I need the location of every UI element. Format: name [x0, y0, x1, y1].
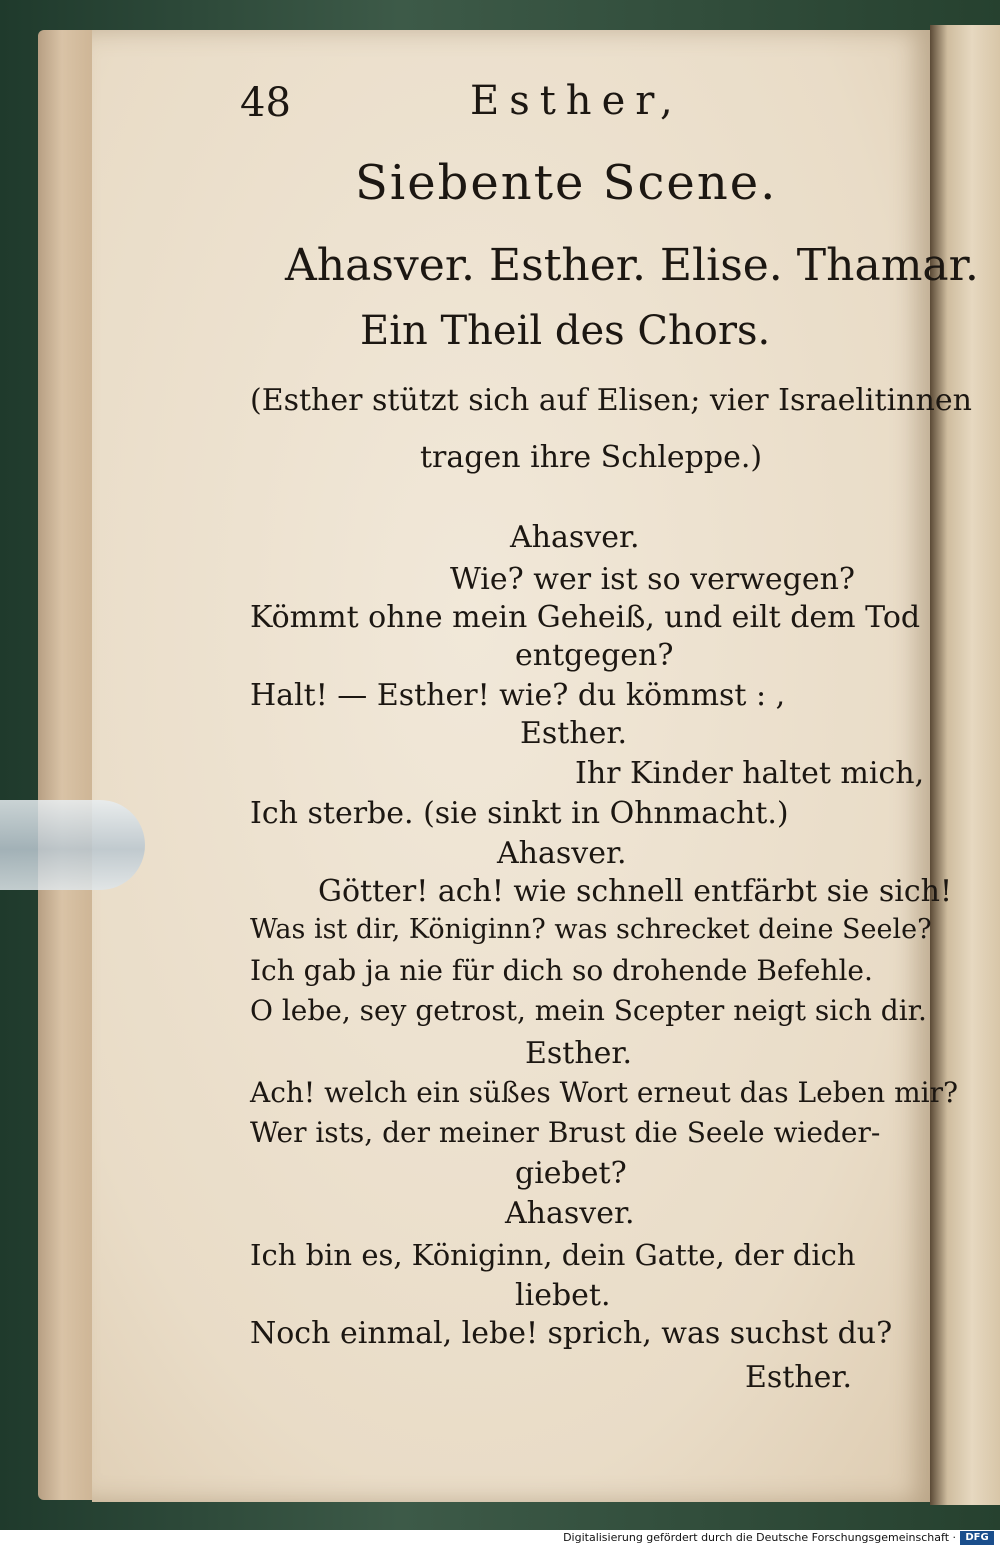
verse-line: Halt! — Esther! wie? du kömmst : ,: [250, 678, 786, 713]
verse-line: Ich sterbe. (sie sinkt in Ohnmacht.): [250, 796, 789, 831]
persons-heading: Ahasver. Esther. Elise. Thamar.: [285, 240, 979, 291]
speaker-esther: Esther.: [525, 1036, 633, 1071]
dfg-logo: DFG: [960, 1531, 994, 1545]
verse-line: O lebe, sey getrost, mein Scepter neigt sich dir.: [250, 994, 927, 1027]
page-edges: [38, 30, 98, 1500]
verse-line-continuation: entgegen?: [515, 638, 674, 673]
scene-title: Siebente Scene.: [355, 155, 778, 211]
verse-line: Wer ists, der meiner Brust die Seele wieder-: [250, 1116, 881, 1149]
verse-line-continuation: giebet?: [515, 1156, 627, 1191]
verse-line: Ich bin es, Königinn, dein Gatte, der dich: [250, 1238, 856, 1272]
verse-line: Götter! ach! wie schnell entfärbt sie sich!: [318, 874, 953, 909]
verse-line: Noch einmal, lebe! sprich, was suchst du?: [250, 1316, 893, 1351]
page-number: 48: [240, 80, 291, 126]
verse-line: Ach! welch ein süßes Wort erneut das Leben mir?: [250, 1076, 958, 1109]
stage-direction-line-2: tragen ihre Schleppe.): [420, 440, 763, 475]
page-clip: [0, 800, 145, 890]
running-head: Esther,: [470, 78, 683, 124]
speaker-esther: Esther.: [520, 716, 628, 751]
funding-credit: Digitalisierung gefördert durch die Deutsche Forschungsgemeinschaft ·: [563, 1531, 956, 1544]
speaker-ahasver: Ahasver.: [510, 520, 640, 555]
verse-line: Wie? wer ist so verwegen?: [450, 562, 855, 597]
verse-line: Ihr Kinder haltet mich,: [575, 756, 925, 791]
speaker-ahasver: Ahasver.: [505, 1196, 635, 1231]
verse-line-continuation: liebet.: [515, 1278, 611, 1313]
speaker-ahasver: Ahasver.: [497, 836, 627, 871]
verse-line: Was ist dir, Königinn? was schrecket deine Seele?: [250, 914, 932, 945]
stage-direction-line-1: (Esther stützt sich auf Elisen; vier Israelitinnen: [250, 383, 972, 418]
verse-line: Ich gab ja nie für dich so drohende Befehle.: [250, 954, 873, 987]
chorus-heading: Ein Theil des Chors.: [360, 308, 771, 354]
verse-line: Kömmt ohne mein Geheiß, und eilt dem Tod: [250, 600, 921, 635]
catchword-esther: Esther.: [745, 1360, 853, 1395]
